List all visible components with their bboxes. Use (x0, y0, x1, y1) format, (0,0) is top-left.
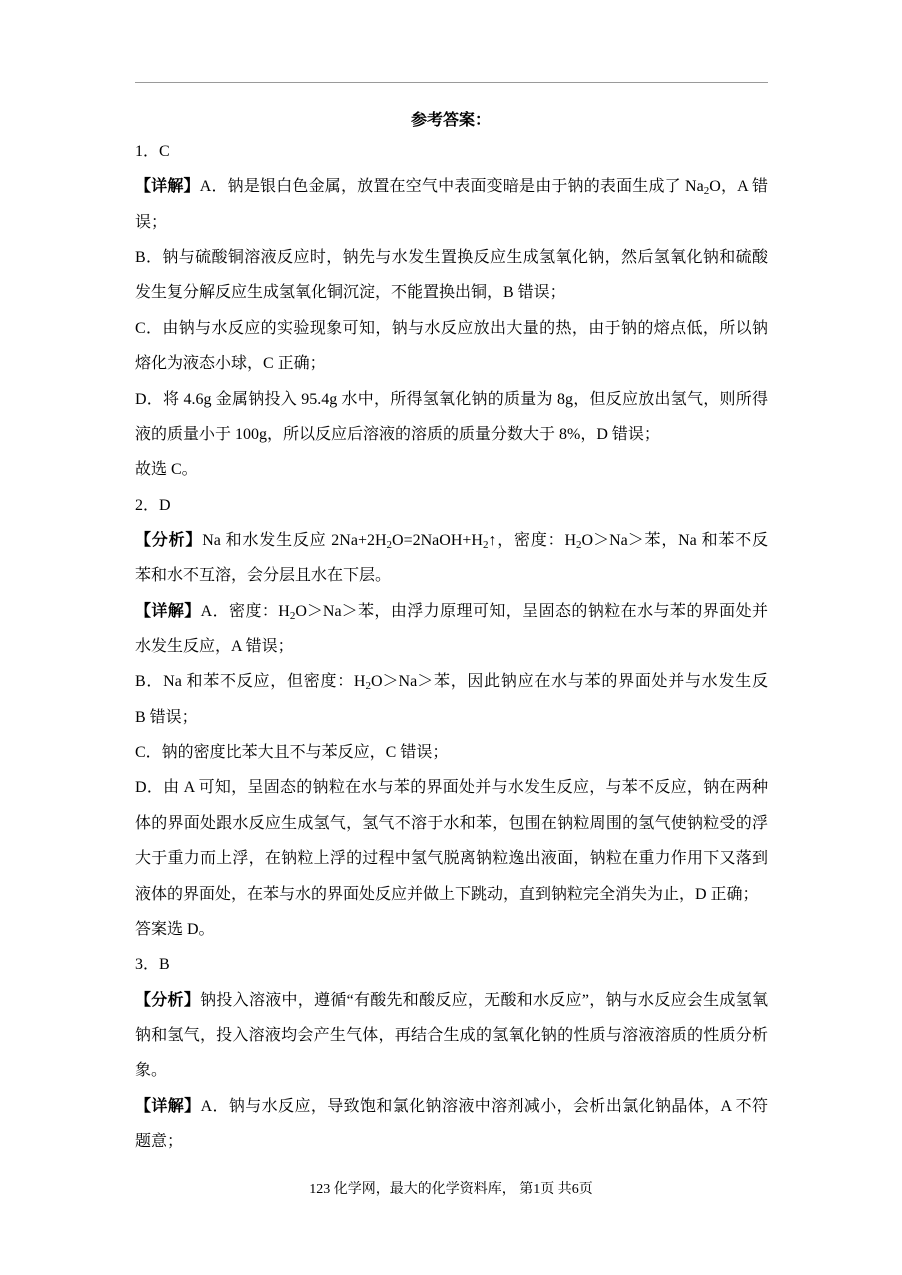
subscript: 2 (576, 538, 582, 551)
text-run: 钠投入溶液中，遵循“有酸先和酸反应，无酸和水反应”，钠与水反应会生成氢氧 (200, 991, 768, 1009)
text-run: 题意； (135, 1133, 184, 1151)
text-line (135, 205, 768, 240)
text-run: 苯和水不互溶，会分层且水在下层。 (135, 567, 392, 585)
answer-body (135, 134, 768, 1159)
text-run: 误； (135, 213, 168, 231)
text-line (135, 877, 768, 912)
text-run: A．密度：H (200, 602, 290, 620)
text-line (135, 1018, 768, 1053)
text-line (135, 594, 768, 629)
text-run: 体的界面处跟水反应生成氢气，氢气不溶于水和苯，包围在钠粒周围的氢气使钠粒受的浮 (135, 814, 768, 832)
subscript: 2 (386, 538, 393, 551)
text-run: 2．D (135, 496, 171, 514)
text-line (135, 700, 768, 735)
text-run: O＞Na＞苯，因此钠应在水与苯的界面处并与水发生反 (371, 673, 768, 691)
page-footer: 123 化学网，最大的化学资料库， 第1页 共6页 (309, 1182, 593, 1197)
text-run: 熔化为液态小球，C 正确； (135, 355, 326, 373)
text-run: 水发生反应，A 错误； (135, 638, 294, 656)
text-line (135, 841, 768, 876)
text-line (135, 947, 768, 982)
text-line (135, 806, 768, 841)
text-run: ↑，密度：H (488, 531, 577, 549)
text-line (135, 912, 768, 947)
text-run: Na 和水发生反应 2Na+2H (202, 531, 387, 549)
text-line (135, 770, 768, 805)
text-run: 液的质量小于 100g，所以反应后溶液的溶质的质量分数大于 8%，D 错误； (135, 425, 660, 443)
text-run: O＞Na＞苯，由浮力原理可知，呈固态的钠粒在水与苯的界面处并 (295, 602, 768, 620)
header-rule (135, 82, 768, 83)
text-run: 发生复分解反应生成氢氧化铜沉淀，不能置换出铜，B 错误； (135, 284, 566, 302)
text-line (135, 417, 768, 452)
text-run: A．钠是银白色金属，放置在空气中表面变暗是由于钠的表面生成了 Na (199, 178, 704, 196)
text-line (135, 1124, 768, 1159)
text-run: D．由 A 可知，呈固态的钠粒在水与苯的界面处并与水发生反应，与苯不反应，钠在两种 (135, 779, 768, 797)
text-run: O=2NaOH+H (392, 531, 483, 549)
text-run: 故选 C。 (135, 461, 198, 479)
text-line (135, 275, 768, 310)
text-line (135, 735, 768, 770)
text-run: 大于重力而上浮，在钠粒上浮的过程中氢气脱离钠粒逸出液面，钠粒在重力作用下又落到 (135, 850, 768, 868)
section-label: 【详解】 (135, 602, 201, 620)
text-line (135, 134, 768, 169)
text-run: 答案选 D。 (135, 920, 215, 938)
text-line (135, 169, 768, 204)
text-line (135, 346, 768, 381)
text-run: O，A 错 (709, 178, 768, 196)
section-label: 【详解】 (135, 1097, 201, 1115)
section-label: 【分析】 (135, 531, 203, 549)
text-run: A．钠与水反应，导致饱和氯化钠溶液中溶剂减小，会析出氯化钠晶体，A 不符 (200, 1097, 768, 1115)
text-run: 象。 (135, 1062, 168, 1080)
text-run: B．钠与硫酸铜溶液反应时，钠先与水发生置换反应生成氢氧化钠，然后氢氧化钠和硫酸 (135, 249, 768, 267)
text-run: 1．C (135, 143, 170, 160)
text-line (135, 983, 768, 1018)
text-run: O＞Na＞苯，Na 和苯不反 (581, 531, 768, 549)
subscript: 2 (482, 538, 489, 551)
text-line (135, 311, 768, 346)
text-line (135, 488, 768, 523)
text-run: B 错误； (135, 708, 198, 726)
text-line (135, 629, 768, 664)
text-run: B．Na 和苯不反应，但密度：H (135, 673, 366, 691)
text-line (135, 1053, 768, 1088)
page-title: 参考答案： (410, 112, 491, 129)
subscript: 2 (365, 680, 371, 693)
section-label: 【分析】 (135, 991, 201, 1009)
text-run: C．由钠与水反应的实验现象可知，钠与水反应放出大量的热，由于钠的熔点低，所以钠 (135, 319, 768, 337)
text-line (135, 452, 768, 487)
section-label: 【详解】 (135, 178, 200, 196)
text-run: 钠和氢气，投入溶液均会产生气体，再结合生成的氢氧化钠的性质与溶液溶质的性质分析 (135, 1026, 768, 1044)
text-line (135, 382, 768, 417)
text-line (135, 1089, 768, 1124)
text-run: C．钠的密度比苯大且不与苯反应，C 错误； (135, 744, 449, 762)
text-run: 3．B (135, 956, 170, 974)
subscript: 2 (703, 185, 710, 198)
text-line (135, 240, 768, 275)
text-run: 液体的界面处，在苯与水的界面处反应并做上下跳动，直到钠粒完全消失为止，D 正确； (135, 885, 759, 903)
text-line (135, 664, 768, 699)
subscript: 2 (289, 609, 296, 622)
text-line (135, 523, 768, 558)
text-run: D．将 4.6g 金属钠投入 95.4g 水中，所得氢氧化钠的质量为 8g，但反应放出氢气，则所得 (135, 390, 768, 408)
text-line (135, 558, 768, 593)
